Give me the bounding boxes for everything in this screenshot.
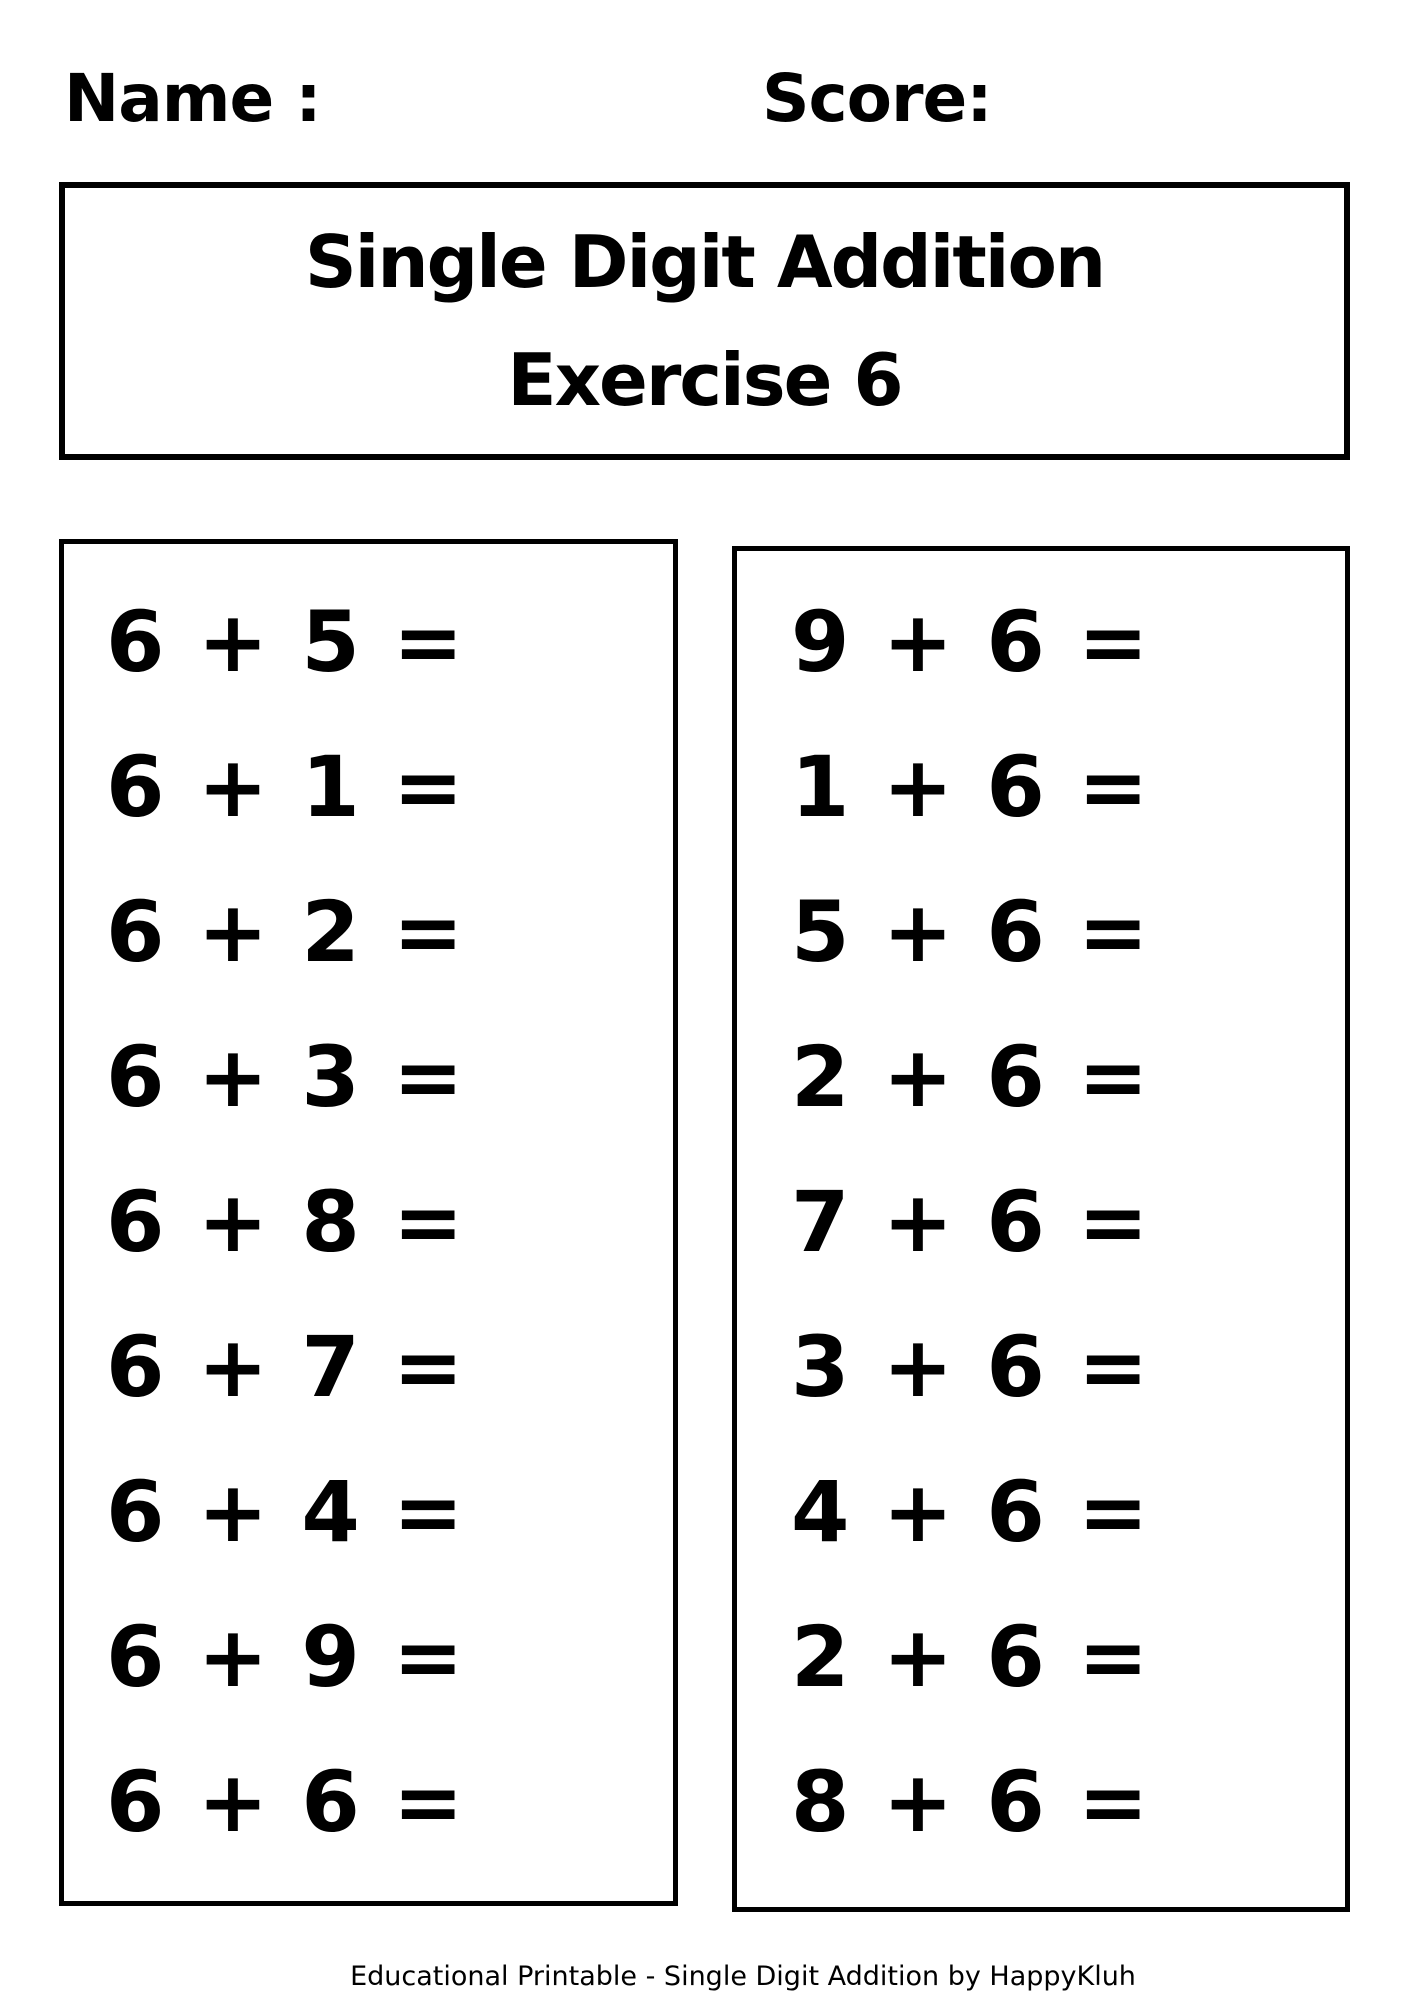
problem-right-8: 2 + 6 = — [791, 1608, 1150, 1706]
problem-right-1: 9 + 6 = — [791, 593, 1150, 691]
problem-right-2: 1 + 6 = — [791, 738, 1150, 836]
problem-right-5: 7 + 6 = — [791, 1173, 1150, 1271]
name-label: Name : — [64, 60, 321, 137]
problem-right-9: 8 + 6 = — [791, 1753, 1150, 1851]
problem-right-7: 4 + 6 = — [791, 1463, 1150, 1561]
right-problem-column — [732, 546, 1350, 1912]
problem-left-9: 6 + 6 = — [106, 1753, 465, 1851]
worksheet-title: Single Digit Addition — [304, 220, 1105, 304]
left-problem-column — [59, 539, 678, 1906]
problem-left-7: 6 + 4 = — [106, 1463, 465, 1561]
exercise-number: Exercise 6 — [507, 338, 902, 422]
problem-left-8: 6 + 9 = — [106, 1608, 465, 1706]
problem-right-4: 2 + 6 = — [791, 1028, 1150, 1126]
footer-credit: Educational Printable - Single Digit Addition by HappyKluh — [350, 1961, 1136, 1992]
problem-left-2: 6 + 1 = — [106, 738, 465, 836]
score-label: Score: — [762, 60, 992, 137]
problem-left-3: 6 + 2 = — [106, 883, 465, 981]
problem-left-5: 6 + 8 = — [106, 1173, 465, 1271]
problem-left-1: 6 + 5 = — [106, 593, 465, 691]
problem-left-4: 6 + 3 = — [106, 1028, 465, 1126]
title-box — [59, 182, 1350, 460]
problem-right-6: 3 + 6 = — [791, 1318, 1150, 1416]
problem-left-6: 6 + 7 = — [106, 1318, 465, 1416]
problem-right-3: 5 + 6 = — [791, 883, 1150, 981]
